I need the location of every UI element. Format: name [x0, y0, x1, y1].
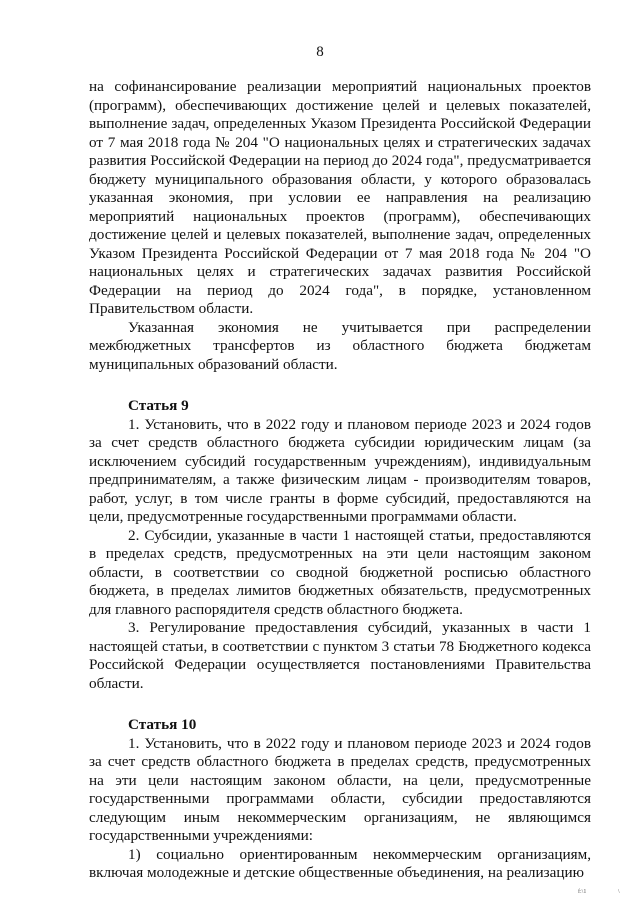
document-body — [89, 78, 591, 883]
paragraph: на софинансирование реализации мероприятий национальных проектов (программ), обеспечивающих достижение целей и целевых показателей, выполнение задач, определенных Указом Президента Российской Федерации от 7 мая 2018 года № 204 "О национальных целях и стратегических задачах развития Российской Федерации на период до 2024 года", предусматривается бюджету муниципального образования области, у которого образовалась указанная экономия, при условии ее направления на реализацию мероприятий национальных проектов (программ), обеспечивающих достижение целей и целевых показателей, выполнение задач, определенных Указом Президента Российской Федерации от 7 мая 2018 года № 204 "О национальных целях и стратегических задачах развития Российской Федерации на период до 2024 года", в порядке, установленном Правительством области. — [89, 78, 591, 317]
article-9-part-3: 3. Регулирование предоставления субсидий, указанных в части 1 настоящей статьи, в соответствии с пунктом 3 статьи 78 Бюджетного кодекса Российской Федерации осуществляется постановлениями Правительства области. — [89, 619, 591, 692]
footer-mark-left: f:\1 — [578, 889, 587, 895]
article-9-heading: Статья 9 — [128, 397, 189, 414]
article-9-part-2: 2. Субсидии, указанные в части 1 настоящей статьи, предоставляются в пределах средств, предусмотренных на эти цели настоящим законом области, в соответствии со сводной бюджетной росписью областного бюджета, в пределах лимитов бюджетных обязательств, предусмотренных для главного распорядителя средств областного бюджета. — [89, 526, 591, 618]
article-10-heading: Статья 10 — [128, 716, 197, 733]
article-9-part-1: 1. Установить, что в 2022 году и плановом периоде 2023 и 2024 годов за счет средств областного бюджета субсидии юридическим лицам (за исключением субсидий государственным учреждениям), индивидуальным предпринимателям, а также физическим лицам - производителям товаров, работ, услуг, в том числе гранты в форме субсидий, предоставляются на цели, предусмотренные государственными программами области. — [89, 415, 591, 525]
footer-mark-right: \ — [618, 889, 620, 895]
article-10-part-1: 1. Установить, что в 2022 году и плановом периоде 2023 и 2024 годов за счет средств областного бюджета в пределах средств, предусмотренных на эти цели настоящим законом области, на цели, предусмотренные государственными программами области, субсидии предоставляются следующим иным некоммерческим организациям, не являющимся государственными учреждениями: — [89, 734, 591, 844]
article-10-item-1: 1) социально ориентированным некоммерческим организациям, включая молодежные и детские общественные объединения, на реализацию — [89, 845, 591, 881]
page-number: 8 — [316, 44, 324, 60]
paragraph: Указанная экономия не учитывается при распределении межбюджетных трансфертов из областного бюджета бюджетам муниципальных образований области. — [89, 318, 591, 373]
